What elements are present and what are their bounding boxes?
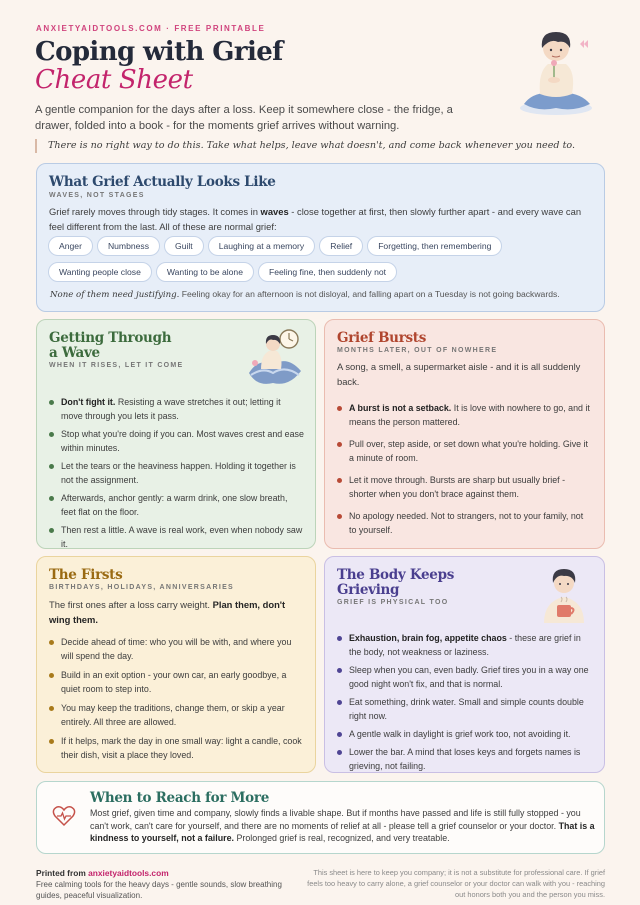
page-title: Coping with Grief — [35, 37, 283, 67]
list-item: Stop what you're doing if you can. Most waves crest and ease within minutes. — [49, 427, 304, 455]
wave-steps-list — [49, 395, 304, 551]
grief-feelings-list — [48, 236, 588, 288]
feeling-pill: Guilt — [164, 236, 204, 256]
list-item: Let it move through. Bursts are sharp but usually brief - shorter when you don't brace against them. — [337, 473, 593, 501]
list-item: Pull over, step aside, or set down what you're holding. Give it a minute of room. — [337, 437, 593, 465]
list-item: Afterwards, anchor gently: a warm drink, one slow breath, feet flat on the floor. — [49, 491, 304, 519]
person-wave-illustration — [243, 327, 305, 389]
footer-tagline: Free calming tools for the heavy days - gentle sounds, slow breathing guides, peaceful visualization. — [36, 880, 282, 900]
grief-bursts-intro: A song, a smell, a supermarket aisle - and it is all suddenly back. — [337, 361, 581, 387]
firsts-title: The Firsts — [49, 567, 123, 583]
feeling-pill: Forgetting, then remembering — [367, 236, 502, 256]
grief-bursts-title: Grief Bursts — [337, 330, 427, 346]
reach-for-more-text: Most grief, given time and company, slowly finds a livable shape. But if months have passed and life is still fully stopped - you can't work, can't care for yourself, and there are no moments of relief at all - please tell a grief counselor or your doctor. That is a kindness to yourself, not a failure. Prolonged grief is real, recognized, and very treatable. — [90, 808, 595, 843]
wave-subtitle: WHEN IT RISES, LET IT COME — [49, 362, 184, 369]
list-item: No apology needed. Not to strangers, not to your family, not to yourself. — [337, 509, 593, 537]
sitting-person-illustration — [514, 18, 598, 118]
grief-looks-like-note: None of them need justifying. Feeling okay for an afternoon is not disloyal, and falling apart on a Tuesday is not going backwards. — [50, 289, 560, 300]
printed-label: Printed from — [36, 868, 89, 878]
grief-bursts-list — [337, 401, 593, 537]
feeling-pill: Anger — [48, 236, 93, 256]
firsts-subtitle: BIRTHDAYS, HOLIDAYS, ANNIVERSARIES — [49, 584, 235, 591]
list-item: You may keep the traditions, change them, or skip a year entirely. All three are allowed. — [49, 701, 304, 729]
wave-title: Getting Through a Wave — [49, 330, 172, 361]
list-item: Sleep when you can, even badly. Grief tires you in a way one good night won't fix, and that is normal. — [337, 663, 594, 691]
list-item: A burst is not a setback. It is love with nowhere to go, and it means the person mattered. — [337, 401, 593, 429]
person-with-mug-illustration — [536, 563, 592, 627]
grief-looks-like-text: Grief rarely moves through tidy stages. It comes in waves - close together at first, then slowly further apart - and every wave can feel different from the last. All of these are normal grief: — [49, 206, 582, 232]
footer-disclaimer: This sheet is here to keep you company; it is not a substitute for professional care. If grief feels too heavy to carry alone, a grief counselor or your doctor can walk with you - reaching out honors both you and the person you miss. — [307, 868, 605, 899]
list-item: Exhaustion, brain fog, appetite chaos - these are grief in the body, not weakness or laziness. — [337, 631, 594, 659]
grief-looks-like-subtitle: WAVES, NOT STAGES — [49, 192, 145, 199]
reach-for-more-title: When to Reach for More — [90, 790, 269, 806]
firsts-list — [49, 635, 304, 762]
firsts-intro: The first ones after a loss carry weight. Plan them, don't wing them. — [49, 599, 286, 625]
feeling-pill: Feeling fine, then suddenly not — [258, 262, 397, 282]
list-item: Don't fight it. Resisting a wave stretches it out; letting it move through you lets it pass. — [49, 395, 304, 423]
list-item: Then rest a little. A wave is real work, even when nobody saw it. — [49, 523, 304, 551]
feeling-pill: Laughing at a memory — [208, 236, 316, 256]
grief-bursts-subtitle: MONTHS LATER, OUT OF NOWHERE — [337, 347, 498, 354]
body-grieving-subtitle: GRIEF IS PHYSICAL TOO — [337, 599, 449, 606]
list-item: If it helps, mark the day in one small way: light a candle, cook their dish, visit a place they loved. — [49, 734, 304, 762]
body-grieving-title: The Body Keeps Grieving — [337, 567, 455, 598]
body-grieving-list — [337, 631, 594, 773]
brand-label: ANXIETYAIDTOOLS.COM · FREE PRINTABLE — [36, 24, 266, 33]
feeling-pill: Wanting to be alone — [156, 262, 254, 282]
feeling-pill: Wanting people close — [48, 262, 152, 282]
list-item: Build in an exit option - your own car, an early goodbye, a quiet room to step into. — [49, 668, 304, 696]
intro-text: A gentle companion for the days after a loss. Keep it somewhere close - the fridge, a drawer, folded into a book - for the moments grief arrives without warning. — [35, 104, 453, 132]
list-item: A gentle walk in daylight is grief work too, not avoiding it. — [337, 727, 594, 741]
heart-pulse-icon — [52, 805, 76, 827]
intro-quote: There is no right way to do this. Take what helps, leave what doesn't, and come back whenever you need to. — [35, 139, 605, 153]
list-item: Lower the bar. A mind that loses keys and forgets names is grieving, not failing. — [337, 745, 594, 773]
feeling-pill: Numbness — [97, 236, 160, 256]
list-item: Let the tears or the heaviness happen. Holding it together is not the assignment. — [49, 459, 304, 487]
list-item: Eat something, drink water. Small and simple counts double right now. — [337, 695, 594, 723]
site-link[interactable]: anxietyaidtools.com — [88, 868, 169, 878]
page-title-accent: Cheat Sheet — [35, 65, 193, 95]
grief-looks-like-title: What Grief Actually Looks Like — [49, 174, 276, 190]
feeling-pill: Relief — [319, 236, 363, 256]
list-item: Decide ahead of time: who you will be with, and where you will spend the day. — [49, 635, 304, 663]
footer-source — [36, 868, 291, 901]
